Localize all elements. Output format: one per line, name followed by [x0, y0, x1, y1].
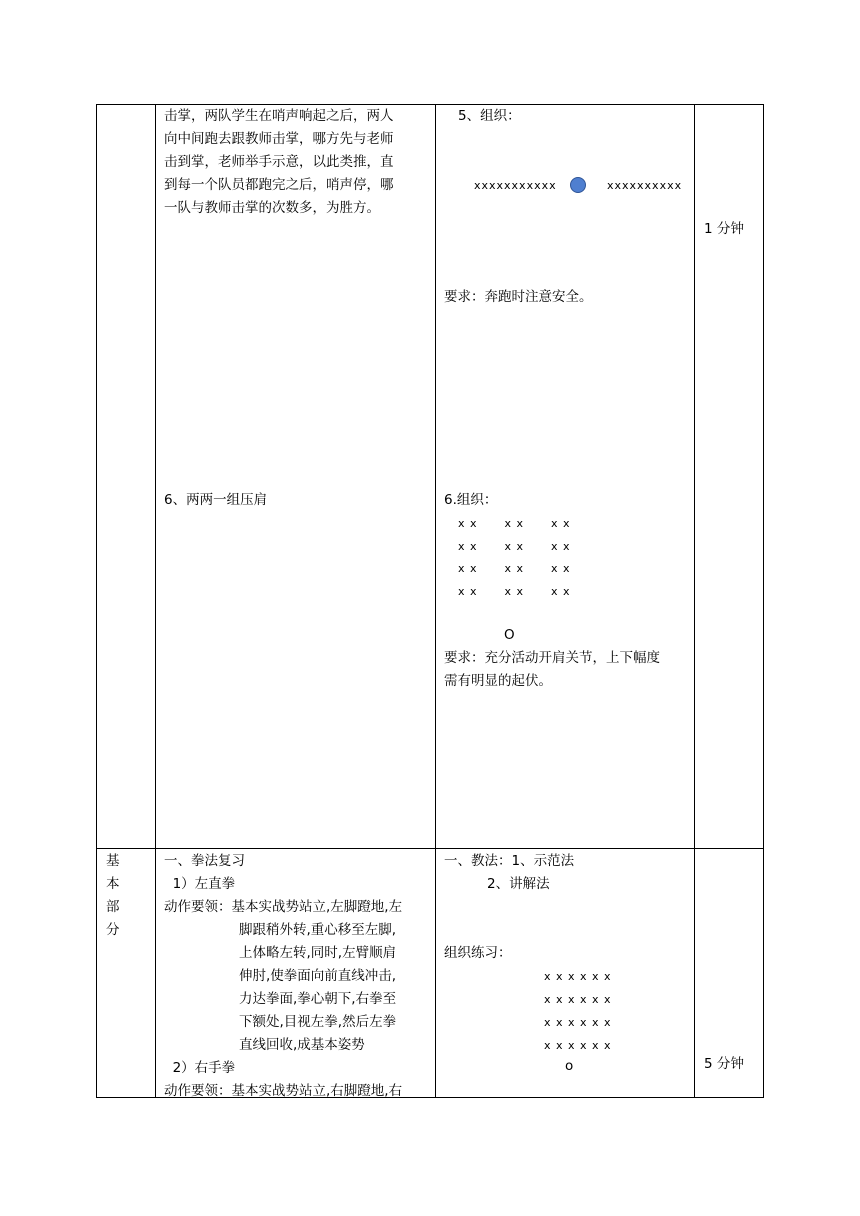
item-6-title: 6、两两一组压肩 — [164, 492, 268, 508]
column-divider — [435, 105, 436, 1097]
content-line: 动作要领：基本实战势站立,左脚蹬地,左 — [164, 899, 403, 915]
team-left: xxxxxxxxxxx — [474, 179, 557, 192]
duration-row2: 5 分钟 — [704, 1056, 744, 1072]
game-rule-line: 击到掌，老师举手示意，以此类推，直 — [164, 154, 394, 170]
section-char: 部 — [106, 899, 120, 915]
organization-6-label: 6.组织： — [444, 492, 498, 508]
content-line: 一、拳法复习 — [164, 853, 245, 869]
lesson-table — [96, 104, 764, 1098]
formation-row: x x x x x x — [544, 1016, 612, 1029]
teacher-position-icon — [570, 177, 586, 193]
column-divider — [155, 105, 156, 1097]
content-line: 脚跟稍外转,重心移至左脚, — [239, 922, 397, 938]
content-line: 伸肘,使拳面向前直线冲击, — [239, 968, 397, 984]
teaching-method-line: 2、讲解法 — [487, 876, 550, 892]
game-rule-line: 一队与教师击掌的次数多，为胜方。 — [164, 200, 380, 216]
team-right: xxxxxxxxxx — [607, 179, 683, 192]
content-line: 下额处,目视左拳,然后左拳 — [239, 1014, 397, 1030]
section-char: 基 — [106, 853, 120, 869]
content-line: 力达拳面,拳心朝下,右拳至 — [239, 991, 397, 1007]
pairs-formation-row: x x x x x x — [458, 585, 571, 598]
section-char: 本 — [106, 876, 120, 892]
content-line: 1）左直拳 — [164, 876, 236, 892]
teaching-method-line: 一、教法：1、示范法 — [444, 853, 575, 869]
game-rule-line: 向中间跑去跟教师击掌，哪方先与老师 — [164, 131, 394, 147]
pairs-formation-row: x x x x x x — [458, 517, 571, 530]
game-rule-line: 击掌，两队学生在哨声响起之后，两人 — [164, 108, 394, 124]
requirement-6-line: 需有明显的起伏。 — [444, 673, 552, 689]
practice-label: 组织练习： — [444, 945, 512, 961]
game-rule-line: 到每一个队员都跑完之后，哨声停，哪 — [164, 177, 394, 193]
section-char: 分 — [106, 922, 120, 938]
teacher-mark: O — [504, 627, 515, 643]
requirement-6-line: 要求：充分活动开肩关节，上下幅度 — [444, 650, 660, 666]
organization-5-label: 5、组织： — [458, 108, 521, 124]
requirement-5: 要求：奔跑时注意安全。 — [444, 289, 593, 305]
formation-row: x x x x x x — [544, 1039, 612, 1052]
content-line: 上体略左转,同时,左臂顺肩 — [239, 945, 397, 961]
pairs-formation-row: x x x x x x — [458, 540, 571, 553]
row-divider — [97, 848, 763, 849]
duration-row1: 1 分钟 — [704, 221, 744, 237]
content-line: 动作要领：基本实战势站立,右脚蹬地,右 — [164, 1083, 403, 1099]
pairs-formation-row: x x x x x x — [458, 562, 571, 575]
column-divider — [694, 105, 695, 1097]
content-line: 2）右手拳 — [164, 1060, 236, 1076]
content-line: 直线回收,成基本姿势 — [239, 1037, 365, 1053]
formation-row: x x x x x x — [544, 970, 612, 983]
formation-row: x x x x x x — [544, 993, 612, 1006]
teacher-mark: o — [565, 1058, 574, 1074]
